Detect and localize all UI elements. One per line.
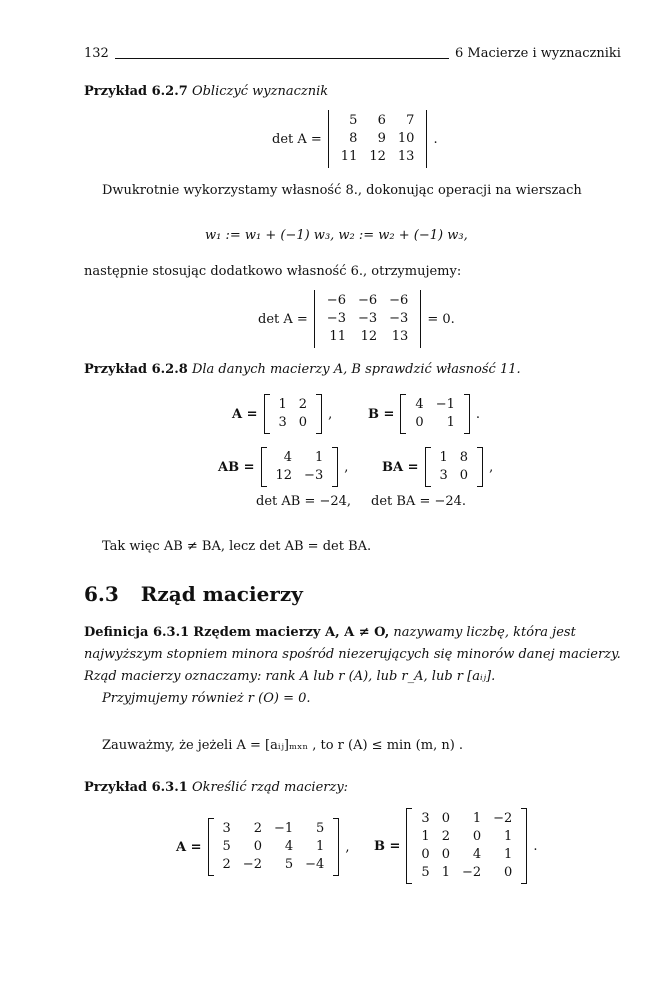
matrix-cell: 2 [298,397,308,412]
det-lhs: det A = [272,131,322,147]
matrix-A-eq: A = 1 2 3 0 , [232,394,332,434]
matrix-cell: 1 [421,829,430,844]
matrix-cell: 5 [349,113,358,128]
det-BA: det BA = −24. [371,494,467,509]
matrix-cell: −1 [435,397,455,412]
matrix-cell: 0 [441,811,450,826]
matrix-cell: 2 [222,857,231,872]
matrix-cell: 4 [415,397,424,412]
matrix-cell: 4 [472,847,482,862]
definition-631 [84,622,624,710]
matrix-cell: −6 [326,293,346,308]
determinant-matrix [335,112,421,166]
matrix-row [273,414,314,432]
definition-term: Rzędem macierzy A, A ≠ O, [193,625,390,640]
example-label: Przykład 6.3.1 [84,780,188,795]
matrix-row [434,467,475,485]
example-task: Obliczyć wyznacznik [191,84,329,99]
example-628-heading [84,362,521,377]
matrix-row [270,467,330,485]
matrix-cell: 4 [284,839,294,854]
matrix-cell: 5 [222,839,231,854]
example-task: Określić rząd macierzy: [191,780,349,795]
matrix-label: A = [232,406,258,422]
definition-label: Definicja 6.3.1 [84,625,190,640]
det-after: . [433,131,438,147]
matrix-cell: −2 [242,857,262,872]
example-627-heading [84,84,328,99]
matrix-B-eq: B = 4 −1 0 1 . [368,394,480,434]
punct: . [533,838,538,854]
matrix-cell: 10 [397,131,415,146]
determinant-eq-2 [258,290,455,348]
matrix-row [217,856,331,874]
text-line: następnie stosując dodatkowo własność 6., otrzymujemy: [84,264,462,279]
det-result: = 0. [427,311,455,327]
conclusion: Tak więc AB ≠ BA, lecz det AB = det BA. [102,539,372,554]
matrix-cell: 13 [397,149,415,164]
determinant-matrix [321,292,415,346]
matrix-cell: 0 [459,468,469,483]
determinant-bars [328,110,428,168]
matrix-cell: 1 [316,839,325,854]
chapter-title: 6 Macierze i wyznaczniki [455,46,621,61]
matrix-row [415,810,518,828]
matrix-A-eq [176,818,349,876]
matrix-cell: −3 [357,311,378,326]
matrix-row [415,846,518,864]
matrix-B-eq [374,808,537,884]
matrix-cell: 0 [421,847,430,862]
example-631-heading [84,780,348,795]
matrix-cell: −6 [389,293,409,308]
matrix-cell: 7 [406,113,415,128]
section-title: Rząd macierzy [140,582,303,606]
matrix-cell: −3 [304,468,324,483]
matrix-cell: −4 [305,857,325,872]
matrix-cell: −2 [461,865,482,880]
matrix-brackets [264,394,323,434]
matrix-cell: 0 [298,415,308,430]
matrix-row [217,838,331,856]
matrix-cell: 0 [253,839,262,854]
matrix-row [409,396,460,414]
matrix-brackets [261,447,339,487]
matrix-cell: 5 [284,857,294,872]
matrix-label: A = [176,839,202,855]
matrix-cell: 11 [329,329,346,344]
matrix-row [335,112,421,130]
header-rule [115,58,449,59]
matrix-label: AB = [218,459,255,475]
matrix-cell: 2 [253,821,262,836]
matrix-AB-eq: AB = 4 1 12 −3 , [218,447,348,487]
matrix-cell: −6 [357,293,378,308]
determinant-bars [314,290,422,348]
matrix-cell: 2 [441,829,450,844]
matrix-cell: −3 [326,311,346,326]
example-label: Przykład 6.2.7 [84,84,188,99]
matrix-row [335,130,421,148]
matrix-brackets [208,818,340,876]
matrix-cell: 3 [439,468,448,483]
matrix-cell: 1 [446,415,455,430]
text-line: Dwukrotnie wykorzystamy własność 8., dokonując operacji na wierszach [102,183,582,198]
determinant-eq-1 [272,110,438,168]
definition-text: najwyższym stopniem minora spośród niezerujących się minorów danej macierzy. [84,647,621,662]
example-label: Przykład 6.2.8 [84,362,188,377]
matrix-cell: 12 [275,468,293,483]
matrix-row [409,414,460,432]
definition-text: Przyjmujemy również r (O) = 0. [102,691,311,706]
matrix-cell: 6 [377,113,386,128]
matrix-row [270,449,330,467]
matrix-label: BA = [382,459,419,475]
matrix-brackets [425,447,484,487]
matrix-row [335,148,421,166]
matrix-row [415,864,518,882]
matrix-row [273,396,314,414]
matrix-cell: 1 [472,811,482,826]
matrix-cell: 0 [415,415,424,430]
matrix-row [321,292,415,310]
matrix-cell: 0 [472,829,482,844]
matrix-cell: 8 [459,450,469,465]
det-lhs: det A = [258,311,308,327]
matrix-cell: 8 [349,131,358,146]
matrix-cell: 3 [421,811,430,826]
matrix-cell: 0 [441,847,450,862]
matrix-cell: 5 [316,821,325,836]
matrix-cell: 1 [278,397,287,412]
definition-text: Rząd macierzy oznaczamy: rank A lub r (A), lub r_A, lub r [aᵢⱼ]. [84,669,496,684]
page-number: 132 [84,46,109,61]
matrix-label: B = [368,406,395,422]
matrix-cell: 1 [314,450,324,465]
matrix-cell: 4 [283,450,293,465]
matrix-row [321,328,415,346]
matrix-cell: 12 [369,149,386,164]
matrix-label: B = [374,838,401,854]
matrix-cell: 13 [391,329,409,344]
matrix-cell: 0 [504,865,513,880]
punct: , [345,839,350,855]
det-AB: det AB = −24, [256,494,352,509]
matrix-cell: 5 [421,865,430,880]
matrix-cell: 3 [222,821,231,836]
matrix-row [321,310,415,328]
matrix-row [217,820,331,838]
matrix-row [415,828,518,846]
matrix-cell: 9 [377,131,386,146]
matrix-brackets [400,394,469,434]
matrix-cell: 1 [439,450,448,465]
row-operations: w₁ := w₁ + (−1) w₃, w₂ := w₂ + (−1) w₃, [205,228,468,243]
matrix-cell: 3 [278,415,287,430]
matrix-cell: −1 [273,821,294,836]
matrix-cell: −3 [389,311,409,326]
section-number: 6.3 [84,582,119,606]
matrix-cell: 1 [504,829,513,844]
matrix-cell: −2 [493,811,513,826]
matrix-cell: 12 [360,329,378,344]
matrix-cell: 1 [441,865,450,880]
matrix-brackets [406,808,527,884]
matrix-cell: 11 [340,149,358,164]
definition-text: nazywamy liczbę, która jest [393,625,576,640]
matrix-cell: 1 [504,847,513,862]
section-heading [84,582,303,606]
example-task: Dla danych macierzy A, B sprawdzić własność 11. [191,362,521,377]
matrix-BA-eq: BA = 1 8 3 0 , [382,447,493,487]
matrix-row [434,449,475,467]
note: Zauważmy, że jeżeli A = [aᵢⱼ]ₘₓₙ , to r (A) ≤ min (m, n) . [102,738,464,753]
